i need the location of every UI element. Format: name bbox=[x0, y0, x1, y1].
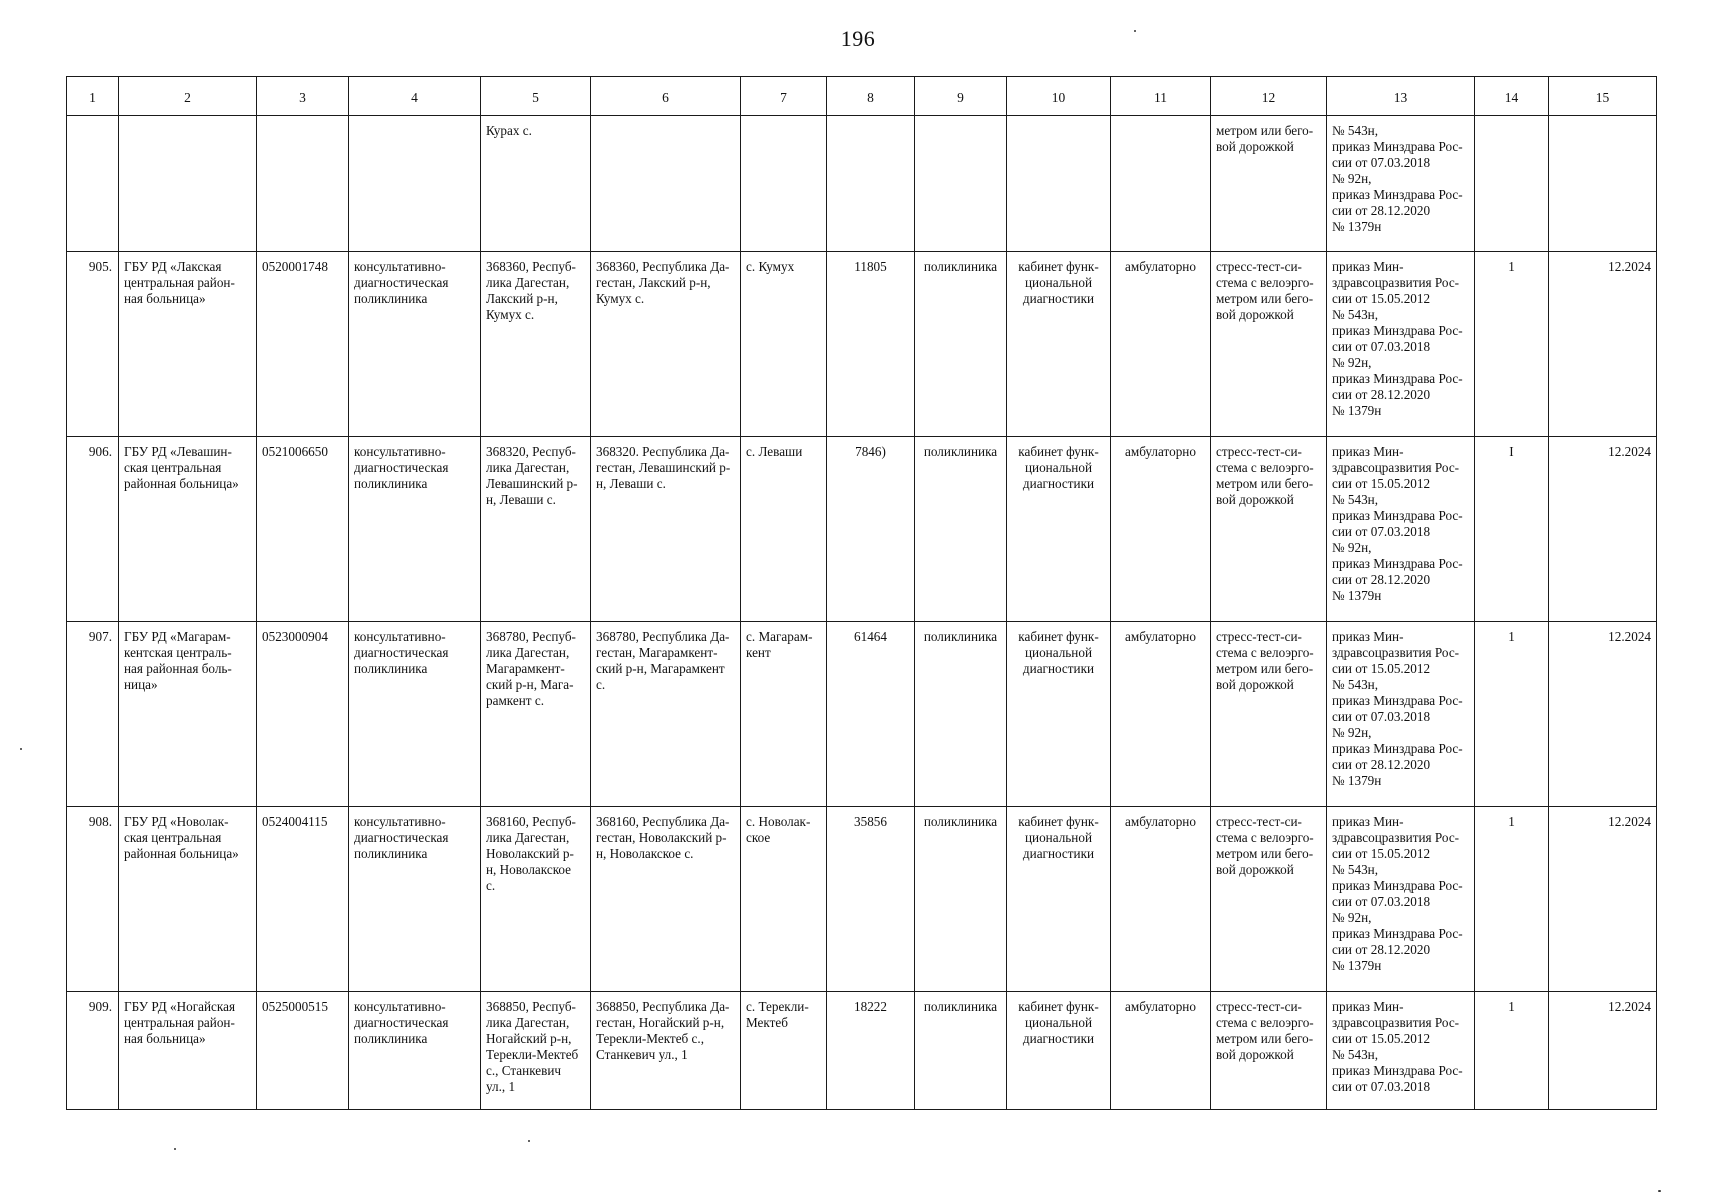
cell-locality: с. Магарам- кент bbox=[741, 622, 827, 807]
cell-quantity: 1 bbox=[1475, 807, 1549, 992]
cell-code: 0520001748 bbox=[257, 252, 349, 437]
column-header: 3 bbox=[257, 77, 349, 116]
table-row bbox=[67, 992, 1657, 1110]
column-header: 6 bbox=[591, 77, 741, 116]
column-header: 15 bbox=[1549, 77, 1657, 116]
cell-regulation: приказ Мин- здравсоцразвития Рос- сии от 15.05.2012 № 543н, приказ Минздрава Рос- сии от 07.03.2018 № 92н, приказ Минздрава Рос- сии от 28.12.2020 № 1379н bbox=[1327, 622, 1475, 807]
cell-department: кабинет функ- циональной диагностики bbox=[1007, 622, 1111, 807]
cell-legal-address: Курах с. bbox=[481, 116, 591, 252]
cell-actual-address: 368780, Республика Да- гестан, Магарамкент- ский р-н, Магарамкент с. bbox=[591, 622, 741, 807]
column-header: 13 bbox=[1327, 77, 1475, 116]
cell-regulation: приказ Мин- здравсоцразвития Рос- сии от 15.05.2012 № 543н, приказ Минздрава Рос- сии от 07.03.2018 № 92н, приказ Минздрава Рос- сии от 28.12.2020 № 1379н bbox=[1327, 252, 1475, 437]
column-header: 1 bbox=[67, 77, 119, 116]
cell-equipment: стресс-тест-си- стема с велоэрго- метром или бего- вой дорожкой bbox=[1211, 437, 1327, 622]
column-header: 12 bbox=[1211, 77, 1327, 116]
cell-actual-address: 368360, Республика Да- гестан, Лакский р-н, Кумух с. bbox=[591, 252, 741, 437]
cell-quantity: 1 bbox=[1475, 992, 1549, 1110]
cell-organization: ГБУ РД «Левашин- ская центральная районная больница» bbox=[119, 437, 257, 622]
cell-equipment: стресс-тест-си- стема с велоэрго- метром или бего- вой дорожкой bbox=[1211, 992, 1327, 1110]
cell-care-conditions bbox=[1111, 116, 1211, 252]
column-header: 11 bbox=[1111, 77, 1211, 116]
cell-quantity: I bbox=[1475, 437, 1549, 622]
column-header: 14 bbox=[1475, 77, 1549, 116]
scan-speck bbox=[1658, 1190, 1661, 1192]
column-header: 8 bbox=[827, 77, 915, 116]
column-header: 4 bbox=[349, 77, 481, 116]
cell-locality: с. Терекли- Мектеб bbox=[741, 992, 827, 1110]
column-header: 10 bbox=[1007, 77, 1111, 116]
cell-unit-type: консультативно- диагностическая поликлиника bbox=[349, 437, 481, 622]
cell-population: 11805 bbox=[827, 252, 915, 437]
scan-speck bbox=[20, 748, 22, 750]
cell-equipment: стресс-тест-си- стема с велоэрго- метром или бего- вой дорожкой bbox=[1211, 622, 1327, 807]
cell-legal-address: 368780, Респуб- лика Дагестан, Магарамкент- ский р-н, Мага- рамкент с. bbox=[481, 622, 591, 807]
cell-care-conditions: амбулаторно bbox=[1111, 807, 1211, 992]
cell-care-conditions: амбулаторно bbox=[1111, 622, 1211, 807]
cell-code: 0524004115 bbox=[257, 807, 349, 992]
column-header: 7 bbox=[741, 77, 827, 116]
cell-actual-address bbox=[591, 116, 741, 252]
scan-speck bbox=[1134, 30, 1136, 32]
table-row bbox=[67, 437, 1657, 622]
cell-unit-type: консультативно- диагностическая поликлиника bbox=[349, 992, 481, 1110]
cell-department: кабинет функ- циональной диагностики bbox=[1007, 807, 1111, 992]
cell-population: 7846) bbox=[827, 437, 915, 622]
cell-facility: поликлиника bbox=[915, 252, 1007, 437]
cell-unit-type: консультативно- диагностическая поликлиника bbox=[349, 622, 481, 807]
cell-date bbox=[1549, 116, 1657, 252]
cell-actual-address: 368850, Республика Да- гестан, Ногайский р-н, Терекли-Мектеб с., Станкевич ул., 1 bbox=[591, 992, 741, 1110]
table-row bbox=[67, 807, 1657, 992]
cell-code: 0521006650 bbox=[257, 437, 349, 622]
registry-table bbox=[66, 76, 1657, 1110]
cell-code: 0523000904 bbox=[257, 622, 349, 807]
cell-regulation: приказ Мин- здравсоцразвития Рос- сии от 15.05.2012 № 543н, приказ Минздрава Рос- сии от 07.03.2018 № 92н, приказ Минздрава Рос- сии от 28.12.2020 № 1379н bbox=[1327, 807, 1475, 992]
cell-number bbox=[67, 116, 119, 252]
cell-organization: ГБУ РД «Лакская центральная район- ная больница» bbox=[119, 252, 257, 437]
cell-legal-address: 368850, Респуб- лика Дагестан, Ногайский р-н, Терекли-Мектеб с., Станкевич ул., 1 bbox=[481, 992, 591, 1110]
cell-organization bbox=[119, 116, 257, 252]
cell-department: кабинет функ- циональной диагностики bbox=[1007, 252, 1111, 437]
cell-regulation: приказ Мин- здравсоцразвития Рос- сии от 15.05.2012 № 543н, приказ Минздрава Рос- сии от 07.03.2018 bbox=[1327, 992, 1475, 1110]
cell-unit-type: консультативно- диагностическая поликлиника bbox=[349, 807, 481, 992]
cell-date: 12.2024 bbox=[1549, 992, 1657, 1110]
scan-speck bbox=[528, 1140, 530, 1142]
column-header: 5 bbox=[481, 77, 591, 116]
cell-locality: с. Кумух bbox=[741, 252, 827, 437]
cell-department: кабинет функ- циональной диагностики bbox=[1007, 437, 1111, 622]
table-row bbox=[67, 622, 1657, 807]
continuation-row bbox=[67, 116, 1657, 252]
cell-number: 906. bbox=[67, 437, 119, 622]
cell-unit-type bbox=[349, 116, 481, 252]
cell-date: 12.2024 bbox=[1549, 622, 1657, 807]
cell-care-conditions: амбулаторно bbox=[1111, 992, 1211, 1110]
cell-date: 12.2024 bbox=[1549, 437, 1657, 622]
cell-facility: поликлиника bbox=[915, 622, 1007, 807]
column-header: 9 bbox=[915, 77, 1007, 116]
cell-care-conditions: амбулаторно bbox=[1111, 437, 1211, 622]
cell-population: 61464 bbox=[827, 622, 915, 807]
cell-number: 905. bbox=[67, 252, 119, 437]
cell-number: 907. bbox=[67, 622, 119, 807]
cell-department: кабинет функ- циональной диагностики bbox=[1007, 992, 1111, 1110]
cell-equipment: стресс-тест-си- стема с велоэрго- метром или бего- вой дорожкой bbox=[1211, 807, 1327, 992]
cell-organization: ГБУ РД «Ногайская центральная район- ная больница» bbox=[119, 992, 257, 1110]
cell-equipment: стресс-тест-си- стема с велоэрго- метром или бего- вой дорожкой bbox=[1211, 252, 1327, 437]
cell-facility: поликлиника bbox=[915, 807, 1007, 992]
cell-quantity: 1 bbox=[1475, 622, 1549, 807]
cell-population bbox=[827, 116, 915, 252]
cell-organization: ГБУ РД «Магарам- кентская централь- ная районная боль- ница» bbox=[119, 622, 257, 807]
cell-population: 35856 bbox=[827, 807, 915, 992]
cell-equipment: метром или бего- вой дорожкой bbox=[1211, 116, 1327, 252]
cell-unit-type: консультативно- диагностическая поликлиника bbox=[349, 252, 481, 437]
cell-population: 18222 bbox=[827, 992, 915, 1110]
cell-quantity bbox=[1475, 116, 1549, 252]
cell-locality: с. Новолак- ское bbox=[741, 807, 827, 992]
cell-date: 12.2024 bbox=[1549, 807, 1657, 992]
cell-number: 908. bbox=[67, 807, 119, 992]
column-header: 2 bbox=[119, 77, 257, 116]
cell-facility bbox=[915, 116, 1007, 252]
cell-department bbox=[1007, 116, 1111, 252]
cell-locality bbox=[741, 116, 827, 252]
table-row bbox=[67, 252, 1657, 437]
cell-code bbox=[257, 116, 349, 252]
cell-quantity: 1 bbox=[1475, 252, 1549, 437]
cell-date: 12.2024 bbox=[1549, 252, 1657, 437]
cell-actual-address: 368320. Республика Да- гестан, Левашинский р- н, Леваши с. bbox=[591, 437, 741, 622]
cell-actual-address: 368160, Республика Да- гестан, Новолакский р- н, Новолакское с. bbox=[591, 807, 741, 992]
cell-regulation: приказ Мин- здравсоцразвития Рос- сии от 15.05.2012 № 543н, приказ Минздрава Рос- сии от 07.03.2018 № 92н, приказ Минздрава Рос- сии от 28.12.2020 № 1379н bbox=[1327, 437, 1475, 622]
cell-organization: ГБУ РД «Новолак- ская центральная районная больница» bbox=[119, 807, 257, 992]
scan-speck bbox=[174, 1148, 176, 1150]
cell-legal-address: 368320, Респуб- лика Дагестан, Левашинский р- н, Леваши с. bbox=[481, 437, 591, 622]
cell-legal-address: 368160, Респуб- лика Дагестан, Новолакский р- н, Новолакское с. bbox=[481, 807, 591, 992]
cell-regulation: № 543н, приказ Минздрава Рос- сии от 07.03.2018 № 92н, приказ Минздрава Рос- сии от 28.12.2020 № 1379н bbox=[1327, 116, 1475, 252]
cell-facility: поликлиника bbox=[915, 992, 1007, 1110]
cell-legal-address: 368360, Респуб- лика Дагестан, Лакский р-н, Кумух с. bbox=[481, 252, 591, 437]
cell-code: 0525000515 bbox=[257, 992, 349, 1110]
cell-facility: поликлиника bbox=[915, 437, 1007, 622]
page-number: 196 bbox=[840, 26, 876, 51]
header-row bbox=[67, 77, 1657, 116]
cell-care-conditions: амбулаторно bbox=[1111, 252, 1211, 437]
cell-number: 909. bbox=[67, 992, 119, 1110]
cell-locality: с. Леваши bbox=[741, 437, 827, 622]
